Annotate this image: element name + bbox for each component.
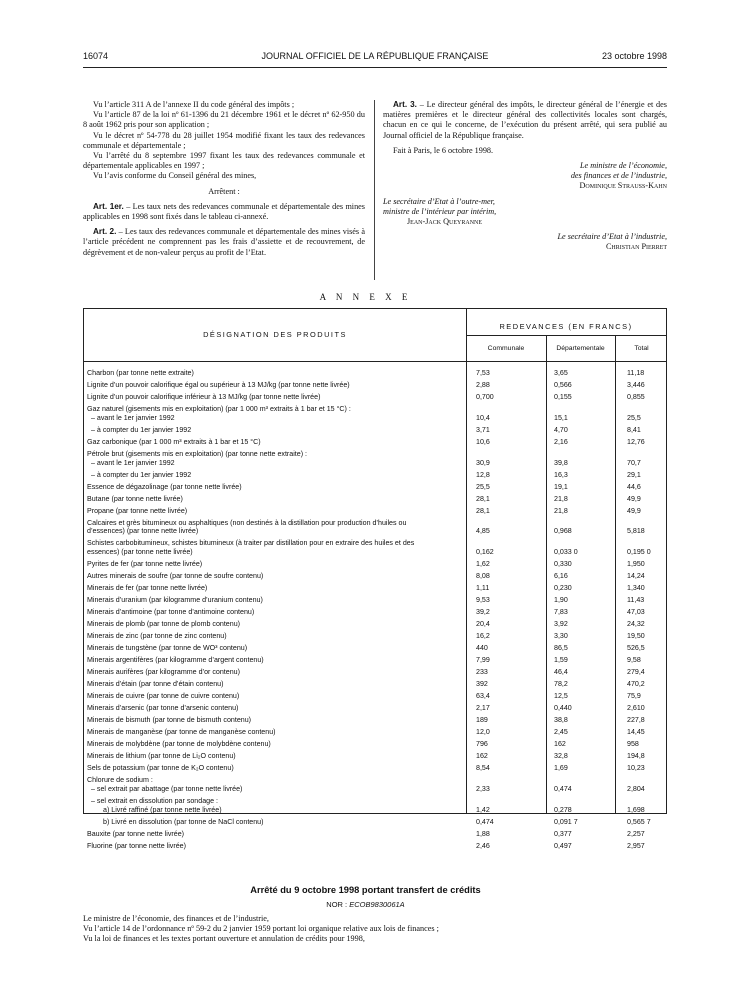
designation-line: Pyrites de fer (par tonne nette livrée): [87, 560, 203, 569]
communale-value: 39,2: [476, 608, 490, 617]
article-2-text: – Les taux des redevances communale et départementale des mines visés à l’article précédent ne comprennent pas les frais d’assiette et de recouvrement, de dégrèvement et de non-valeur perçus au profit de l’Etat.: [83, 227, 365, 257]
designation-line: Autres minerais de soufre (par tonne de soufre contenu): [87, 572, 264, 581]
designation-line: Minerais de plomb (par tonne de plomb contenu): [87, 620, 240, 629]
communale-value: 28,1: [476, 506, 490, 515]
communale-value: 440: [476, 644, 488, 653]
designation-line: Lignite d’un pouvoir calorifique inférieur à 13 MJ/kg (par tonne nette livrée): [87, 393, 321, 401]
total-value: 0,565 7: [627, 817, 651, 826]
page-number: 16074: [83, 51, 109, 61]
departementale-value: 1,69: [554, 764, 568, 773]
departementale-value: 46,4: [554, 668, 568, 677]
product-designation: [87, 596, 459, 605]
communale-value: 8,54: [476, 764, 490, 773]
communale-value: 392: [476, 680, 488, 689]
departementale-value: 38,8: [554, 716, 568, 725]
article-3-label: Art. 3.: [393, 100, 417, 109]
communale-value: 1,62: [476, 560, 490, 569]
communale-value: 20,4: [476, 620, 490, 629]
total-value: 227,8: [627, 716, 645, 725]
departementale-value: 0,033 0: [554, 548, 578, 557]
signatory-1-name: Dominique Strauss-Kahn: [579, 181, 667, 191]
designation-line: Gaz naturel (gisements mis en exploitation) (par 1 000 m³ extraits à 1 bar et 15 °C) :: [87, 405, 351, 413]
total-value: 24,32: [627, 620, 645, 629]
article-3: [383, 100, 667, 141]
product-designation: [87, 692, 459, 701]
product-designation: [87, 572, 459, 581]
designation-line: – sel extrait par abattage (par tonne nette livrée): [91, 784, 243, 793]
product-designation: [87, 495, 459, 504]
departementale-value: 1,90: [554, 596, 568, 605]
product-designation: [87, 740, 459, 749]
designation-line: Minerais de manganèse (par tonne de manganèse contenu): [87, 728, 276, 737]
communale-value: 4,85: [476, 527, 490, 536]
product-designation: [87, 716, 459, 725]
total-value: 10,23: [627, 764, 645, 773]
header-rule: [83, 67, 667, 68]
total-value: 70,7: [627, 458, 641, 467]
designation-line: Bauxite (par tonne nette livrée): [87, 829, 185, 838]
communale-value: 10,6: [476, 437, 490, 446]
product-designation: [87, 438, 459, 447]
total-value: 0,195 0: [627, 548, 651, 557]
total-value: 8,41: [627, 425, 641, 434]
departementale-value: 78,2: [554, 680, 568, 689]
designation-line: – à compter du 1er janvier 1992: [91, 425, 192, 434]
designation-line: Schistes carbobitumineux, schistes bitumineux (à traiter par distillation pour en extraire des huiles et des: [87, 539, 415, 548]
designation-line: Minerais d’antimoine (par tonne d’antimoine contenu): [87, 608, 255, 617]
designation-line: Minerais d’uranium (par kilogramme d’uranium contenu): [87, 596, 263, 605]
total-value: 2,957: [627, 841, 645, 850]
nor-line: [0, 900, 731, 909]
communale-header: Communale: [487, 345, 525, 352]
departementale-value: 0,440: [554, 704, 572, 713]
total-value: 11,18: [627, 369, 645, 377]
departementale-value: 2,45: [554, 728, 568, 737]
product-designation: [87, 764, 459, 773]
departementale-value: 0,497: [554, 841, 572, 850]
departementale-value: 0,474: [554, 784, 572, 793]
total-value: 44,6: [627, 482, 641, 491]
total-value: 9,58: [627, 656, 641, 665]
departementale-value: 0,330: [554, 560, 572, 569]
total-value: 194,8: [627, 752, 645, 761]
visa: Vu l’article 311 A de l’annexe II du code général des impôts ;: [93, 100, 295, 109]
total-value: 470,2: [627, 680, 645, 689]
designation-line: Minerais de molybdène (par tonne de molybdène contenu): [87, 740, 271, 749]
second-act-line: Vu l’article 14 de l’ordonnance nº 59-2 du 2 janvier 1959 portant loi organique relative aux lois de finances ;: [83, 924, 439, 933]
designation-line: Minerais de tungstène (par tonne de WO³ contenu): [87, 644, 248, 653]
total-value: 0,855: [627, 393, 645, 401]
second-act-title: Arrêté du 9 octobre 1998 portant transfert de crédits: [250, 885, 481, 895]
product-designation: [87, 507, 459, 516]
departementale-value: 86,5: [554, 644, 568, 653]
total-value: 1,698: [627, 805, 645, 814]
communale-value: 0,474: [476, 817, 494, 826]
total-value: 279,4: [627, 668, 645, 677]
article-2: [83, 227, 365, 258]
signatory-2-title: Le secrétaire d’Etat à l’outre-mer,: [383, 196, 495, 206]
designation-line: Minerais d’étain (par tonne d’étain contenu): [87, 680, 224, 689]
table-divider: [466, 309, 467, 813]
left-column: [83, 100, 365, 258]
total-value: 19,50: [627, 632, 645, 641]
product-designation: [87, 471, 459, 480]
signatory-2-name: Jean-Jack Queyranne: [407, 217, 483, 227]
departementale-value: 6,16: [554, 572, 568, 581]
communale-value: 1,42: [476, 805, 490, 814]
product-designation: [87, 818, 459, 827]
departementale-value: 1,59: [554, 656, 568, 665]
designation-line: – à compter du 1er janvier 1992: [91, 470, 192, 479]
designation-line: Lignite d’un pouvoir calorifique égal ou supérieur à 13 MJ/kg (par tonne nette livrée): [87, 381, 350, 389]
designation-line: a) Livré raffiné (par tonne nette livrée): [103, 805, 222, 814]
total-value: 2,804: [627, 784, 645, 793]
communale-value: 25,5: [476, 482, 490, 491]
product-designation: [87, 842, 459, 851]
departementale-value: 4,70: [554, 425, 568, 434]
table-header: [84, 309, 666, 362]
signatory-1-title: Le ministre de l’économie,: [579, 161, 667, 171]
total-value: 1,950: [627, 560, 645, 569]
product-designation: [87, 776, 459, 794]
communale-value: 10,4: [476, 413, 490, 422]
total-value: 14,45: [627, 728, 645, 737]
communale-value: 2,17: [476, 704, 490, 713]
communale-value: 16,2: [476, 632, 490, 641]
product-designation: [87, 539, 459, 557]
designation-line: Sels de potassium (par tonne de K₂O contenu): [87, 764, 234, 773]
second-act-line: Vu la loi de finances et les textes portant ouverture et annulation de crédits pour 1998,: [83, 934, 365, 943]
product-designation: [87, 519, 459, 537]
departementale-value: 3,30: [554, 632, 568, 641]
redevances-table: [83, 308, 667, 850]
communale-value: 9,53: [476, 596, 490, 605]
total-value: 49,9: [627, 494, 641, 503]
designation-line: Essence de dégazolinage (par tonne nette livrée): [87, 482, 242, 491]
product-designation: [87, 752, 459, 761]
visa: Vu l’arrêté du 8 septembre 1997 fixant les taux des redevances communale et départementale applicables en 1997 ;: [83, 151, 365, 171]
departementale-value: 12,5: [554, 692, 568, 701]
designation-line: Minerais de cuivre (par tonne de cuivre contenu): [87, 692, 240, 701]
designation-line: Butane (par tonne nette livrée): [87, 494, 183, 503]
product-designation: [87, 668, 459, 677]
designation-line: Minerais aurifères (par kilogramme d’or contenu): [87, 668, 240, 677]
total-header: Total: [634, 345, 649, 352]
designation-line: – avant le 1er janvier 1992: [91, 458, 175, 467]
product-designation: [87, 656, 459, 665]
designation-header: DÉSIGNATION DES PRODUITS: [203, 330, 347, 339]
departementale-value: 2,16: [554, 437, 568, 446]
annexe-title: A N N E X E: [319, 292, 412, 302]
signatory-3-title: Le secrétaire d’Etat à l’industrie,: [557, 232, 667, 242]
communale-value: 8,08: [476, 572, 490, 581]
product-designation: [87, 483, 459, 492]
product-designation: [87, 560, 459, 569]
journal-title: JOURNAL OFFICIEL DE LA RÉPUBLIQUE FRANÇAISE: [261, 51, 489, 61]
fait-a-paris: Fait à Paris, le 6 octobre 1998.: [393, 145, 494, 155]
designation-line: Minerais argentifères (par kilogramme d’argent contenu): [87, 656, 264, 665]
second-act-body: [83, 914, 673, 944]
total-value: 75,9: [627, 692, 641, 701]
communale-value: 233: [476, 668, 488, 677]
communale-value: 2,88: [476, 381, 490, 389]
column-divider: [374, 100, 375, 280]
total-value: 29,1: [627, 470, 641, 479]
total-value: 14,24: [627, 572, 645, 581]
designation-line: Propane (par tonne nette livrée): [87, 506, 188, 515]
designation-line: – sel extrait en dissolution par sondage :: [91, 797, 218, 805]
total-value: 2,257: [627, 829, 645, 838]
designation-line: Chlorure de sodium :: [87, 776, 153, 785]
product-designation: [87, 620, 459, 629]
designation-line: Minerais de fer (par tonne nette livrée): [87, 584, 208, 593]
designation-line: Minerais d’arsenic (par tonne d’arsenic contenu): [87, 704, 239, 713]
product-designation: [87, 381, 459, 390]
total-value: 3,446: [627, 381, 645, 389]
product-designation: [87, 450, 459, 468]
departementale-value: 0,278: [554, 805, 572, 814]
communale-value: 189: [476, 716, 488, 725]
departementale-value: 3,92: [554, 620, 568, 629]
article-1: [83, 202, 365, 222]
product-designation: [87, 369, 459, 378]
nor-code: ECOB9830061A: [349, 900, 405, 909]
communale-value: 12,8: [476, 470, 490, 479]
departementale-value: 0,968: [554, 527, 572, 536]
communale-value: 0,162: [476, 548, 494, 557]
article-3-text: – Le directeur général des impôts, le directeur général de l’énergie et des matières premières et le directeur général des collectivités locales sont chargés, chacun en ce qui le concerne, de l’exécution du présent arrêté, qui sera publié au Journal officiel de la République française.: [383, 100, 667, 140]
product-designation: [87, 405, 459, 423]
product-designation: [87, 728, 459, 737]
product-designation: [87, 680, 459, 689]
departementale-value: 7,83: [554, 608, 568, 617]
visa: Vu le décret nº 54-778 du 28 juillet 1954 modifié fixant les taux des redevances communale et départementale ;: [83, 130, 365, 150]
total-value: 11,43: [627, 596, 645, 605]
product-designation: [87, 608, 459, 617]
departementale-value: 21,8: [554, 506, 568, 515]
departementale-value: 21,8: [554, 494, 568, 503]
designation-line: Minerais de lithium (par tonne de Li₂O contenu): [87, 752, 236, 761]
departementale-value: 15,1: [554, 413, 568, 422]
communale-value: 7,53: [476, 369, 490, 377]
communale-value: 2,33: [476, 784, 490, 793]
departementale-value: 32,8: [554, 752, 568, 761]
total-value: 25,5: [627, 413, 641, 422]
total-value: 49,9: [627, 506, 641, 515]
departementale-value: 0,230: [554, 584, 572, 593]
article-2-label: Art. 2.: [93, 227, 117, 237]
second-act-line: Le ministre de l’économie, des finances et de l’industrie,: [83, 914, 269, 923]
departementale-value: 0,566: [554, 381, 572, 389]
designation-line: Charbon (par tonne nette extraite): [87, 369, 194, 377]
designation-line: Minerais de bismuth (par tonne de bismuth contenu): [87, 716, 252, 725]
designation-line: Minerais de zinc (par tonne de zinc contenu): [87, 632, 227, 641]
communale-value: 0,700: [476, 393, 494, 401]
total-value: 1,340: [627, 584, 645, 593]
issue-date: 23 octobre 1998: [601, 51, 667, 61]
product-designation: [87, 830, 459, 839]
departementale-header: Départementale: [556, 345, 605, 352]
communale-value: 28,1: [476, 494, 490, 503]
product-designation: [87, 584, 459, 593]
product-designation: [87, 644, 459, 653]
product-designation: [87, 797, 459, 815]
product-designation: [87, 632, 459, 641]
article-1-text: – Les taux nets des redevances communale et départementale des mines applicables en 1998 sont fixés dans le tableau ci-annexé.: [83, 201, 365, 222]
designation-line: Gaz carbonique (par 1 000 m³ extraits à 1 bar et 15 °C): [87, 437, 261, 446]
communale-value: 1,88: [476, 829, 490, 838]
total-value: 12,76: [627, 437, 645, 446]
signatory-1-title-2: des finances et de l’industrie,: [570, 171, 667, 181]
departementale-value: 19,1: [554, 482, 568, 491]
departementale-value: 16,3: [554, 470, 568, 479]
page-header: [83, 51, 667, 65]
article-1-label: Art. 1er.: [93, 201, 124, 211]
designation-line: Calcaires et grès bitumineux ou asphaltiques (non destinés à la distillation pour production d’huiles ou: [87, 518, 407, 527]
product-designation: [87, 393, 459, 402]
product-designation: [87, 426, 459, 435]
departementale-value: 39,8: [554, 458, 568, 467]
designation-line: essences) (par tonne nette livrée): [87, 548, 193, 557]
departementale-value: 0,091 7: [554, 817, 578, 826]
communale-value: 1,11: [476, 584, 490, 593]
designation-line: – avant le 1er janvier 1992: [91, 413, 175, 422]
designation-line: d’essences) (par tonne nette livrée): [87, 527, 199, 536]
designation-line: Fluorine (par tonne nette livrée): [87, 841, 186, 850]
departementale-value: 0,155: [554, 393, 572, 401]
communale-value: 7,99: [476, 656, 490, 665]
arretent-heading: Arrêtent :: [208, 186, 240, 196]
departementale-value: 0,377: [554, 829, 572, 838]
communale-value: 12,0: [476, 728, 490, 737]
redevances-header: REDEVANCES (EN FRANCS): [499, 322, 633, 331]
communale-value: 3,71: [476, 425, 490, 434]
total-value: 2,610: [627, 704, 645, 713]
designation-line: b) Livré en dissolution (par tonne de NaCl contenu): [103, 817, 264, 826]
total-value: 5,818: [627, 527, 645, 536]
visa: Vu l’avis conforme du Conseil général des mines,: [93, 171, 257, 181]
table-divider: [615, 335, 616, 813]
signatory-2-title-2: ministre de l’intérieur par intérim,: [383, 206, 497, 216]
nor-label: NOR :: [326, 900, 350, 909]
product-designation: [87, 704, 459, 713]
communale-value: 796: [476, 740, 488, 749]
visa: Vu l’article 87 de la loi nº 61-1396 du 21 décembre 1961 et le décret nº 62-950 du 8 août 1962 pris pour son application ;: [83, 110, 365, 130]
communale-value: 30,9: [476, 458, 490, 467]
designation-line: Pétrole brut (gisements mis en exploitation) (par tonne nette extraite) :: [87, 449, 308, 458]
signatory-3-name: Christian Pierret: [605, 242, 667, 252]
communale-value: 2,46: [476, 841, 490, 850]
total-value: 47,03: [627, 608, 645, 617]
departementale-value: 162: [554, 740, 566, 749]
right-column: [383, 100, 667, 253]
total-value: 958: [627, 740, 639, 749]
total-value: 526,5: [627, 644, 645, 653]
table-divider: [546, 335, 547, 813]
communale-value: 63,4: [476, 692, 490, 701]
departementale-value: 3,65: [554, 369, 568, 377]
communale-value: 162: [476, 752, 488, 761]
